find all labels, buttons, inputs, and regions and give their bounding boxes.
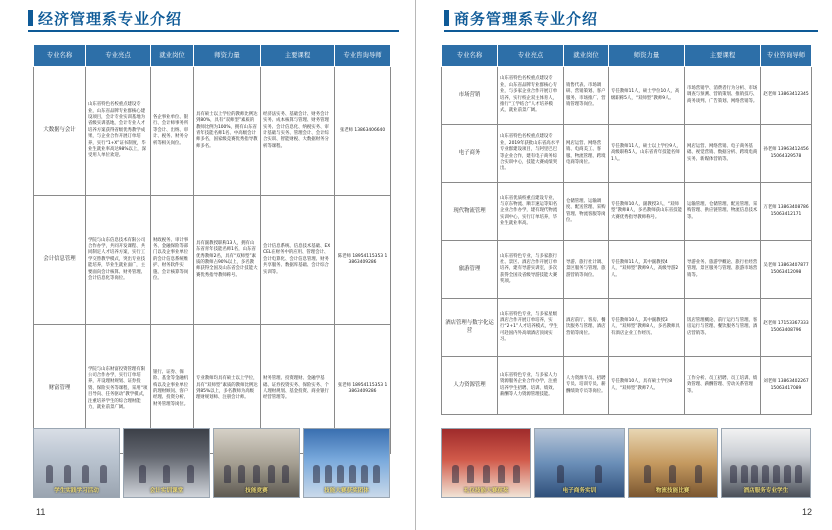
right-photo-strip (441, 428, 811, 498)
major-jobs: 仓储管理、运输调度、配送管理、采购管理、物流客服等岗位。 (564, 183, 609, 241)
major-highlight: 山东省特色专业，与多家人力资源服务企业合作办学，注重培养学生招聘、培训、绩效、薪酬等人力资源管理技能。 (498, 357, 564, 415)
major-jobs: 酒店前厅、客房、餐饮服务与管理、酒店营销等岗位。 (564, 299, 609, 357)
major-courses: 饭店管理概论、前厅运行与管理、客房运行与管理、餐饮服务与管理、酒店营销等。 (685, 299, 761, 357)
major-courses: 导游业务、旅游学概论、旅行社经营管理、景区服务与管理、旅游市场营销等。 (685, 241, 761, 299)
major-name: 大数据与会计 (34, 67, 86, 196)
table-row (442, 357, 812, 415)
photo-award-team (303, 428, 390, 498)
major-jobs: 财政税务、审计事务、金融保险等部门以及企事业单位的会计信息系统维护、财务软件实施、会计核算等岗位。 (151, 196, 194, 325)
header-jobs: 就业岗位 (151, 45, 194, 67)
photo-caption: 物流技能比赛 (655, 488, 690, 494)
photo-caption: 技能竞赛 (245, 488, 268, 494)
major-courses: 财务管理、投资理财、金融学基础、证券投资实务、保险实务、个人理财规划、基金投资、商业银行经营管理等。 (261, 325, 335, 454)
major-jobs: 销售代表、市场调研、营销策划、客户服务、市场推广、营销管理等岗位。 (564, 67, 609, 125)
major-faculty: 具有副教授职称13人，拥有山东省青年技能名师1名，山东省优秀教师2名，具有“双师型”素质的教师占90%以上，多名教师获得全国及山东省会计技能大赛优秀指导教师称号。 (194, 196, 261, 325)
photo-ecommerce-lab (534, 428, 624, 498)
header-courses: 主要课程 (685, 45, 761, 67)
photo-accounting-lab (123, 428, 210, 498)
table-row (442, 299, 812, 357)
header-courses: 主要课程 (261, 45, 335, 67)
major-highlight: 学院与山东财富投资管理有限公司合作办学，实行订单培养，开设理财规划、证券投资、保险实务等课程，采用“项目导向、任务驱动”教学模式，注重培养学生的综合理财能力，就业前景广阔。 (86, 325, 151, 454)
major-courses: 工作分析、员工招聘、员工培训、绩效管理、薪酬管理、劳动关系管理等。 (685, 357, 761, 415)
major-consult: 孙老师 13963412456 15064329578 (761, 125, 812, 183)
major-name: 市场营销 (442, 67, 498, 125)
photo-student-practice (33, 428, 120, 498)
left-page-title: 经济管理系专业介绍 (38, 9, 183, 28)
major-consult: 万老师 13863408786 15063412171 (761, 183, 812, 241)
header-consult: 专业咨询导师 (335, 45, 391, 67)
major-faculty: 专任教师10人，具有硕士学位8人，“双师型”教师7人。 (609, 357, 685, 415)
major-name: 旅游管理 (442, 241, 498, 299)
right-page (416, 0, 832, 530)
major-highlight: 山东省特色名校重点建设专业，山东省品牌专业群核心建设项目，会计专业实训基地为省级实训基地，会计专业人才培养方案获得省级优秀教学成果，与企业合作开展订单培养，实行“1+X”证书制度，毕业生就业率高达98%以上，深受用人单位欢迎。 (86, 67, 151, 196)
major-name: 酒店管理与数字化运营 (442, 299, 498, 357)
table-row (442, 183, 812, 241)
major-highlight: 学院与山东信息技术有限公司合作办学，共同开发课程、共同制定人才培养方案，实行工学交替教学模式，突出专业技能培养，毕业生就业面广，主要面向会计核算、财务管理、会计信息化等岗位。 (86, 196, 151, 325)
major-courses: 市场营销学、消费者行为分析、市场调查与预测、营销策划、推销技巧、商务谈判、广告策划、网络营销等。 (685, 67, 761, 125)
left-photo-strip (33, 428, 390, 498)
table-row (34, 196, 391, 325)
major-consult: 张老师 13863406640 (335, 67, 391, 196)
table-row (442, 125, 812, 183)
major-highlight: 山东省特色专业，与多家星级酒店合作开展订单培养，实行“2+1”人才培养模式，学生可赴国内外高端酒店顶岗实习。 (498, 299, 564, 357)
major-highlight: 山东省特色名校重点建设专业，2019年获批山东省高水平专业群建设项目，与阿里巴巴等企业合作，建有电子商务综合实训中心，技能大赛成绩突出。 (498, 125, 564, 183)
header-major-name: 专业名称 (442, 45, 498, 67)
photo-caption: 技能大赛获奖团体 (324, 488, 369, 494)
table-row (442, 241, 812, 299)
header-jobs: 就业岗位 (564, 45, 609, 67)
table-row (442, 67, 812, 125)
photo-caption: 学生实践学习活动 (54, 488, 99, 494)
photo-caption: 酒店服务专业学生 (743, 488, 789, 494)
photo-caption: 会计实训课堂 (149, 488, 184, 494)
major-jobs: 银行、证券、保险、基金等金融机构以及企事业单位的理财顾问、客户经理、投资分析、财务管理等岗位。 (151, 325, 194, 454)
major-faculty: 专任教师10人，副教授3人，“双师型”教师8人，多名教师获山东省技能大赛优秀指导教师称号。 (609, 183, 685, 241)
major-consult: 刘老师 13863402267 15063417089 (761, 357, 812, 415)
major-courses: 经济法实务、基础会计、财务会计实务、成本核算与管理、财务管理实务、会计信息化、纳税实务、审计基础与实务、管理会计、会计综合实训、智能财税、大数据财务分析等课程。 (261, 67, 335, 196)
major-faculty: 专任教师11人，其中副教授4人，“双师型”教师9人，高级导游2人。 (609, 241, 685, 299)
left-title-bar (28, 8, 182, 28)
major-highlight: 山东省特色专业，与多家旅行社、景区、酒店合作开展订单培养，建有导游实训室，多次获得全国及省级导游技能大赛奖项。 (498, 241, 564, 299)
header-consult: 专业咨询导师 (761, 45, 812, 67)
table-row (34, 67, 391, 196)
photo-logistics-contest (628, 428, 718, 498)
major-jobs: 人力资源专员、招聘专员、培训专员、薪酬绩效专员等岗位。 (564, 357, 609, 415)
major-faculty: 专业教师均具有硕士以上学位，具有“双师型”素质的教师比例达到85%以上，多名教师为高级理财规划师、注册会计师。 (194, 325, 261, 454)
right-title-bar (444, 8, 598, 28)
major-consult: 赵老师 17153367333 15063408796 (761, 299, 812, 357)
major-name: 会计信息管理 (34, 196, 86, 325)
major-faculty: 具有硕士以上学位的教师比例达到80%，具有“双师型”素质的教师比例为100%，拥有山东省青年技能名师1名、中高级会计师多名，国家级竞赛优秀指导教师多名。 (194, 67, 261, 196)
right-title-rule (444, 30, 818, 32)
header-major-name: 专业名称 (34, 45, 86, 67)
photo-skills-competition (213, 428, 300, 498)
major-name: 电子商务 (442, 125, 498, 183)
major-courses: 网店运营、网络营销、电子商务基础、视觉营销、数据分析、跨境电商实务、新媒体营销等。 (685, 125, 761, 183)
left-majors-table (33, 44, 391, 454)
left-title-rule (28, 30, 399, 32)
major-highlight: 山东省特色名校重点建设专业，山东省品牌专业群核心专业，与多家企业合作开展订单培养，实行校企双主体育人，推行“工学结合”人才培养模式，就业前景广阔。 (498, 67, 564, 125)
major-jobs: 各企事业单位、银行、会计师事务所等会计、出纳、审计、税务、财务分析等相关岗位。 (151, 67, 194, 196)
right-page-title: 商务管理系专业介绍 (454, 9, 599, 28)
major-jobs: 导游、旅行社计调、景区服务与管理、旅游营销等岗位。 (564, 241, 609, 299)
header-faculty: 师资力量 (609, 45, 685, 67)
major-faculty: 专任教师11人，硕士以上学位9人，高级职称5人，山东省青年技能名师1人。 (609, 125, 685, 183)
left-page-number: 11 (36, 507, 46, 517)
header-faculty: 师资力量 (194, 45, 261, 67)
major-faculty: 专任教师10人，其中副教授3人，“双师型”教师8人，多名教师具有酒店企业工作经历。 (609, 299, 685, 357)
major-consult: 张老师 18954115353 13863409286 (335, 325, 391, 454)
major-name: 财富管理 (34, 325, 86, 454)
right-majors-table (441, 44, 812, 415)
table-header-row (34, 45, 391, 67)
major-courses: 运输管理、仓储管理、配送管理、采购管理、供应链管理、物流信息技术等。 (685, 183, 761, 241)
major-consult: 陈老师 18954115353 13863409286 (335, 196, 391, 325)
title-accent-mark (444, 10, 449, 26)
photo-caption: 礼仪技能大赛获奖 (463, 488, 509, 494)
table-header-row (442, 45, 812, 67)
photo-hotel-students (721, 428, 811, 498)
header-highlights: 专业亮点 (86, 45, 151, 67)
photo-caption: 电子商务实训 (562, 488, 597, 494)
header-highlights: 专业亮点 (498, 45, 564, 67)
major-name: 现代物流管理 (442, 183, 498, 241)
major-jobs: 网店运营、网络营销、电商美工、客服、物流管理、跨境电商等岗位。 (564, 125, 609, 183)
major-highlight: 山东省优质校重点建设专业，与京东物流、顺丰速运等知名企业合作办学，建有现代物流实训中心，实行订单培养，毕业生就业率高。 (498, 183, 564, 241)
major-consult: 吴老师 13863407877 15063412098 (761, 241, 812, 299)
right-page-number: 12 (801, 507, 812, 517)
major-name: 人力资源管理 (442, 357, 498, 415)
title-accent-mark (28, 10, 33, 26)
major-consult: 赵老师 13863412345 (761, 67, 812, 125)
photo-etiquette-award (441, 428, 531, 498)
major-courses: 会计信息系统、信息技术基础、EXCEL在财务中的应用、管理会计、会计电算化、会计信息管理、财务共享服务、数据库基础、会计综合实训等。 (261, 196, 335, 325)
major-faculty: 专任教师11人，硕士学位10人，高级职称5人，“双师型”教师9人。 (609, 67, 685, 125)
